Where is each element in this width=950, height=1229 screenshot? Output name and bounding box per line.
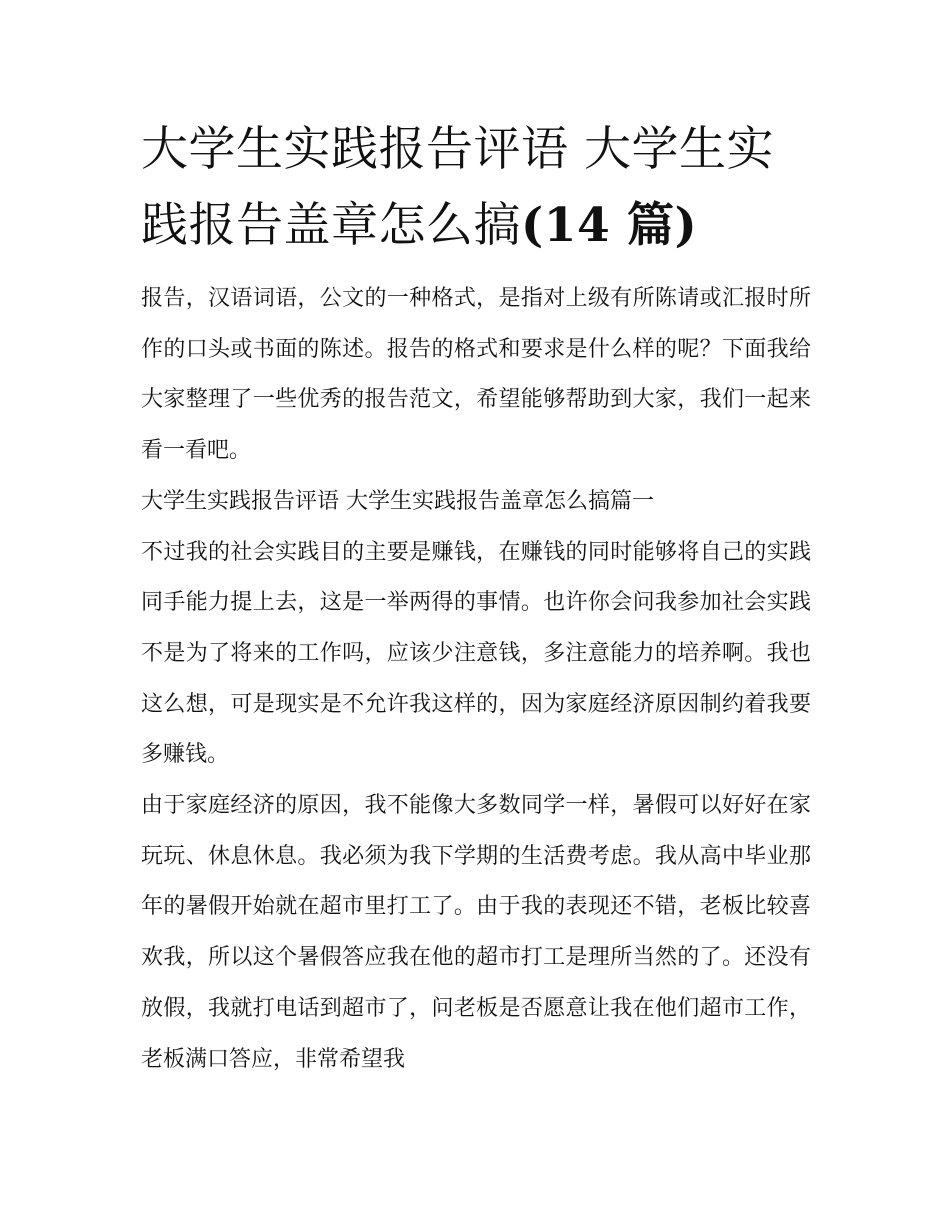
intro-paragraph: 报告，汉语词语，公文的一种格式，是指对上级有所陈请或汇报时所作的口头或书面的陈述。报告的格式和要求是什么样的呢？下面我给大家整理了一些优秀的报告范文，希望能够帮助到大家，我们一起来看一看吧。 — [141, 286, 811, 464]
body-paragraph-2: 由于家庭经济的原因，我不能像大多数同学一样，暑假可以好好在家玩玩、休息休息。我必须为我下学期的生活费考虑。我从高中毕业那年的暑假开始就在超市里打工了。由于我的表现还不错，老板比较喜欢我，所以这个暑假答应我在他的超市打工是理所当然的了。还没有放假，我就打电话到超市了，问老板是否愿意让我在他们超市工作，老板满口答应，非常希望我 — [141, 793, 811, 1072]
section-heading: 大学生实践报告评语 大学生实践报告盖章怎么搞篇一 — [141, 488, 654, 514]
title-count-text: (14 篇) — [521, 198, 698, 253]
body-paragraph-1: 不过我的社会实践目的主要是赚钱，在赚钱的同时能够将自己的实践同手能力提上去，这是一举两得的事情。也许你会问我参加社会实践不是为了将来的工作吗，应该少注意钱，多注意能力的培养啊。我也这么想，可是现实是不允许我这样的，因为家庭经济原因制约着我要多赚钱。 — [141, 539, 811, 768]
title-main-text: 大学生实践报告评语 大学生实践报告盖章怎么搞 — [141, 122, 774, 253]
document-page — [141, 112, 811, 1085]
document-title — [141, 112, 811, 264]
